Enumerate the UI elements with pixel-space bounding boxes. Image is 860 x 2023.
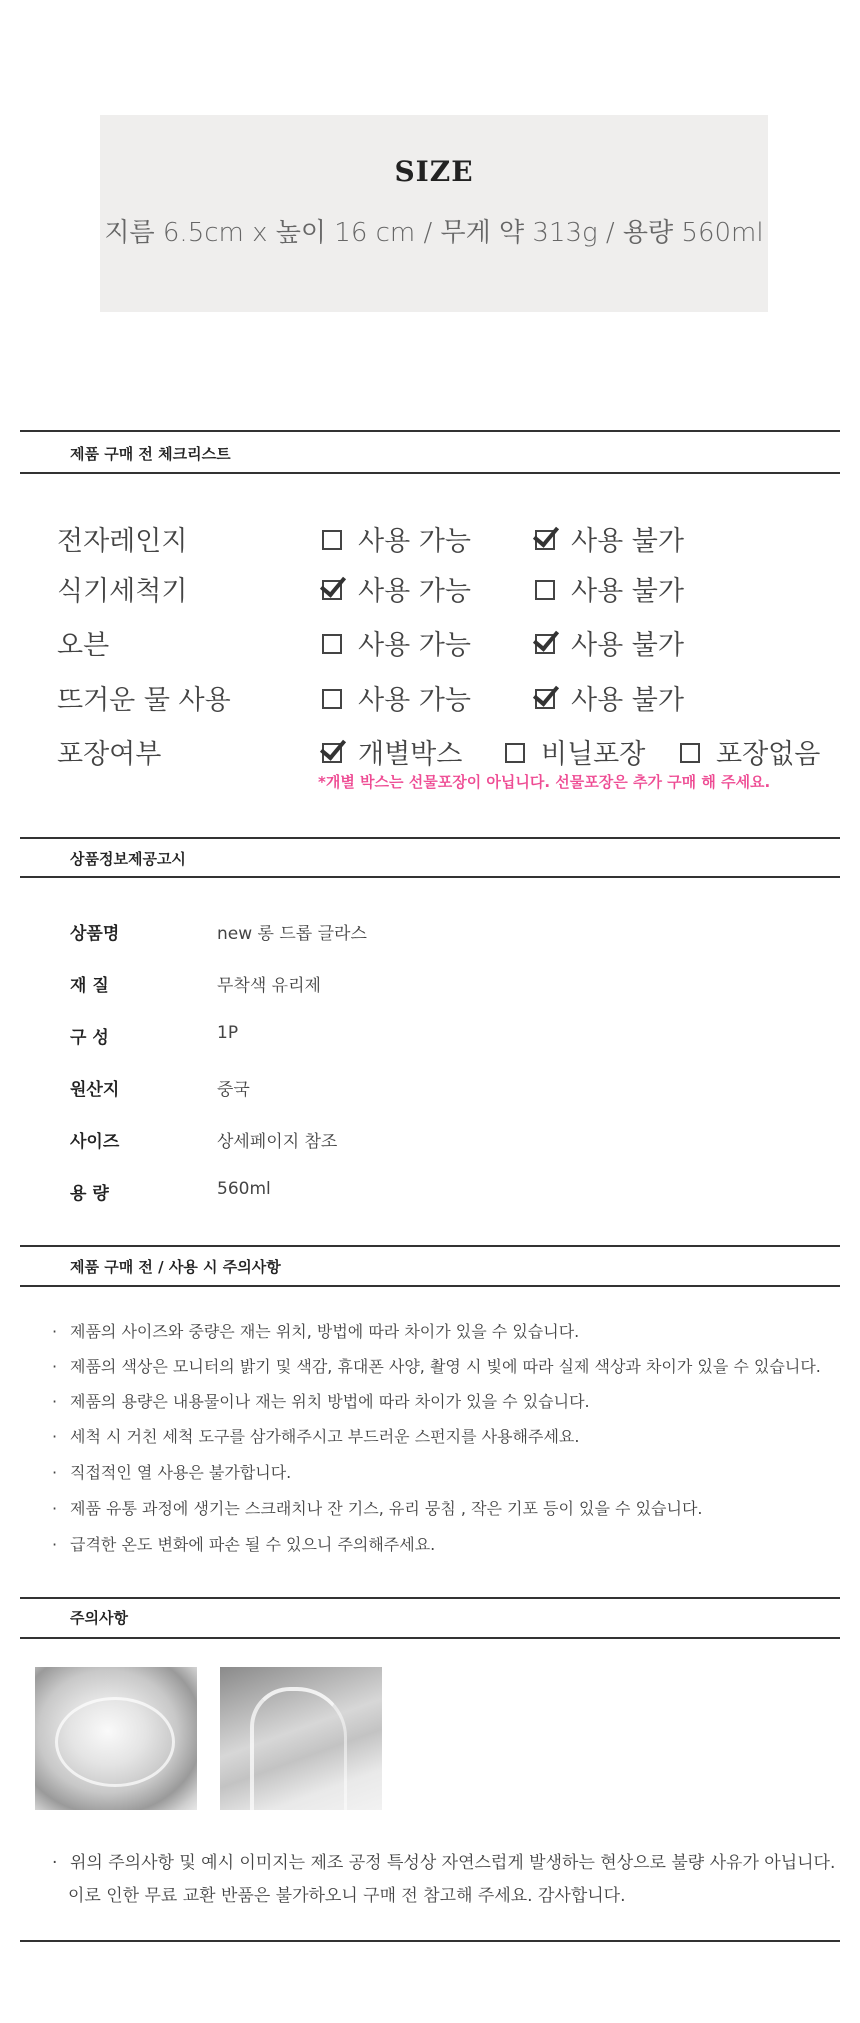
option-unavailable: 사용 불가 [535,678,684,717]
precaution-item: · 제품의 사이즈와 중량은 재는 위치, 방법에 따라 차이가 있을 수 있습니다. [52,1322,580,1341]
precaution-item: · 제품의 용량은 내용물이나 재는 위치 방법에 따라 차이가 있을 수 있습니다. [52,1392,590,1411]
divider [20,472,840,474]
checklist-label: 식기세척기 [57,576,188,607]
precaution-item: · 직접적인 열 사용은 불가합니다. [52,1463,292,1482]
info-title: 상품정보제공고시 [70,850,186,868]
divider [20,837,840,839]
checkbox-checked-icon [535,634,555,654]
divider [20,430,840,432]
divider [20,1940,840,1942]
checkbox-checked-icon [535,689,555,709]
divider [20,1285,840,1287]
checkbox-unchecked-icon [680,743,700,763]
precaution-item: · 제품의 색상은 모니터의 밝기 및 색감, 휴대폰 사양, 촬영 시 빛에 따라 실제 색상과 차이가 있을 수 있습니다. [52,1357,821,1376]
option-unavailable: 사용 불가 [535,519,684,558]
example-photo-glass-side [220,1667,382,1810]
divider [20,1637,840,1639]
checkbox-checked-icon [535,530,555,550]
info-key: 사이즈 [70,1132,120,1152]
checklist-title: 제품 구매 전 체크리스트 [70,445,231,463]
checkbox-unchecked-icon [322,689,342,709]
checkbox-unchecked-icon [505,743,525,763]
info-value: 무착색 유리제 [217,976,321,996]
size-title: SIZE [394,155,474,188]
checklist-label: 전자레인지 [57,526,188,557]
checklist-row-microwave [0,519,860,559]
checklist-row-oven [0,623,860,663]
divider [20,1597,840,1599]
checklist-label: 뜨거운 물 사용 [57,685,231,716]
option-available: 사용 가능 [322,569,471,608]
checklist-label: 오븐 [57,630,110,661]
precautions-title: 제품 구매 전 / 사용 시 주의사항 [70,1258,281,1276]
precaution-item: · 급격한 온도 변화에 파손 될 수 있으니 주의해주세요. [52,1535,436,1554]
precaution-item: · 제품 유통 과정에 생기는 스크래치나 잔 기스, 유리 뭉침 , 작은 기포 등이 있을 수 있습니다. [52,1499,703,1518]
checklist-row-dishwasher [0,569,860,609]
size-dimensions: 지름 6.5cm x 높이 16 cm / 무게 약 313g / 용량 560ml [104,218,764,248]
divider [20,876,840,878]
size-panel [100,115,768,312]
info-key: 재 질 [70,976,109,996]
checklist-row-hot-water [0,678,860,718]
example-photo-glass-rim [35,1667,197,1810]
option-individual-box: 개별박스 [322,732,462,771]
option-unavailable: 사용 불가 [535,623,684,662]
notice-line-1: · 위의 주의사항 및 예시 이미지는 제조 공정 특성상 자연스럽게 발생하는 현상으로 불량 사유가 아닙니다. [52,1853,836,1873]
option-vinyl: 비닐포장 [505,732,645,771]
notice-title: 주의사항 [70,1609,128,1627]
info-value: 1P [217,1023,239,1043]
checkbox-checked-icon [322,743,342,763]
option-available: 사용 가능 [322,678,471,717]
checklist-label: 포장여부 [57,739,162,770]
info-value: new 롱 드롭 글라스 [217,924,367,944]
info-value: 상세페이지 참조 [217,1132,338,1152]
checklist-row-packaging [0,732,860,772]
precaution-item: · 세척 시 거친 세척 도구를 삼가해주시고 부드러운 스펀지를 사용해주세요. [52,1427,580,1446]
checkbox-unchecked-icon [322,530,342,550]
option-available: 사용 가능 [322,623,471,662]
option-unavailable: 사용 불가 [535,569,684,608]
checkbox-unchecked-icon [322,634,342,654]
option-no-packaging: 포장없음 [680,732,820,771]
checkbox-unchecked-icon [535,580,555,600]
info-key: 원산지 [70,1080,120,1100]
option-available: 사용 가능 [322,519,471,558]
info-value: 중국 [217,1080,250,1100]
packaging-note: *개별 박스는 선물포장이 아닙니다. 선물포장은 추가 구매 해 주세요. [318,773,771,791]
info-key: 구 성 [70,1028,109,1048]
info-key: 상품명 [70,924,120,944]
checkbox-checked-icon [322,580,342,600]
info-value: 560ml [217,1179,271,1199]
divider [20,1245,840,1247]
notice-line-2: 이로 인한 무료 교환 반품은 불가하오니 구매 전 참고해 주세요. 감사합니다. [68,1886,626,1906]
info-key: 용 량 [70,1184,109,1204]
